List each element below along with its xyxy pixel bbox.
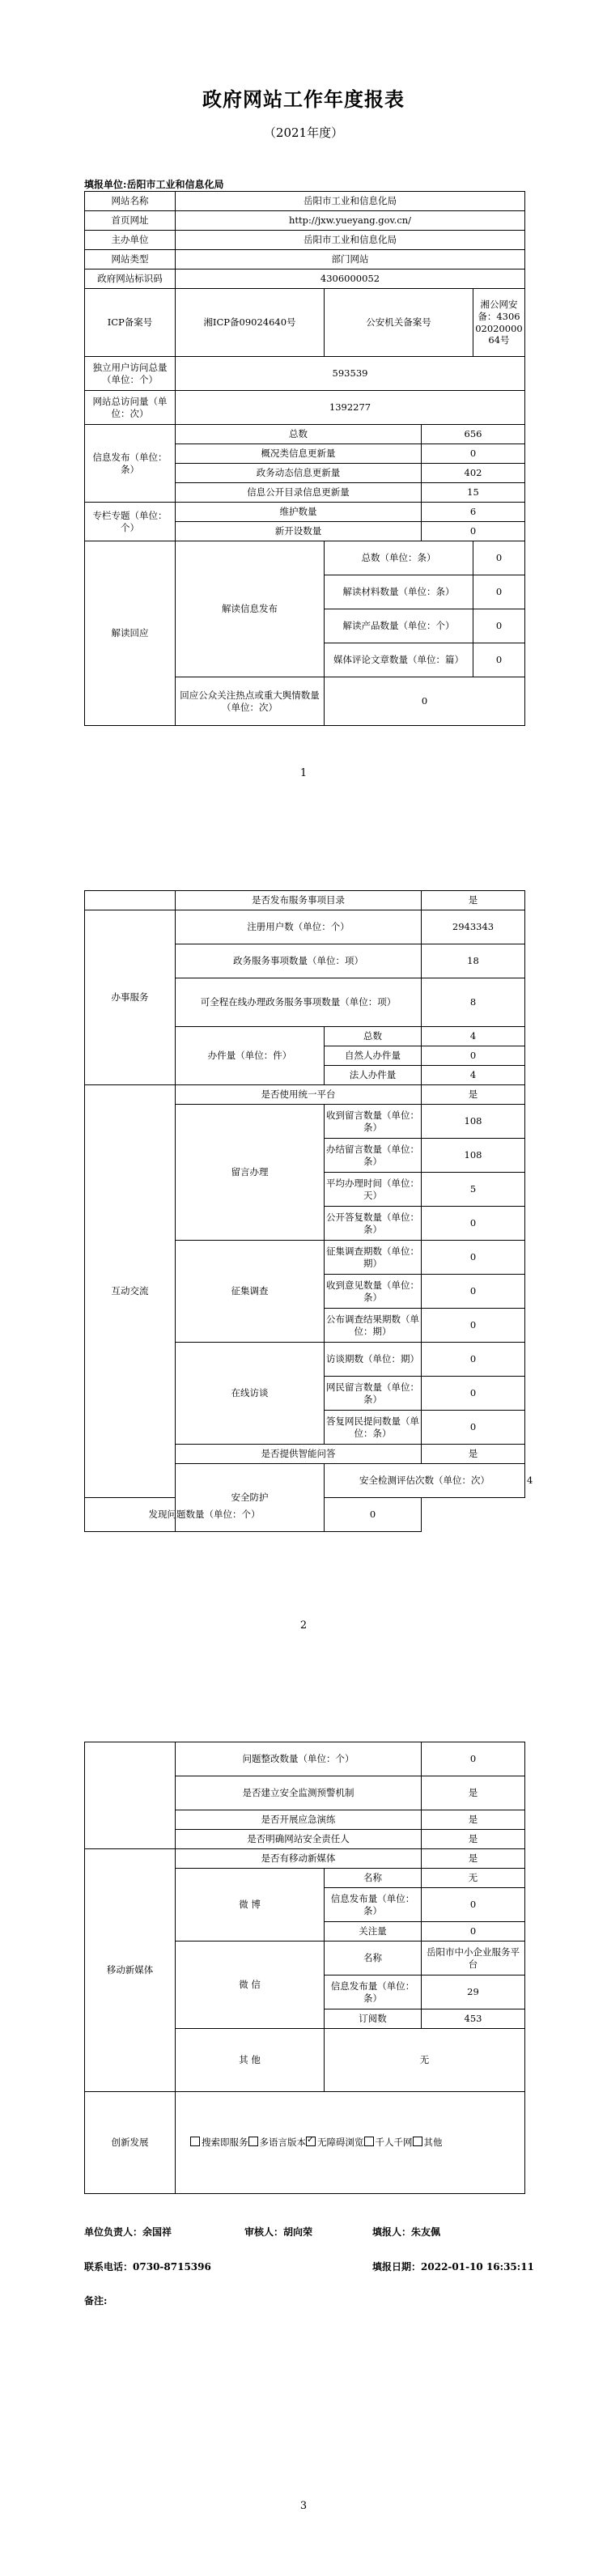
service-publish-value: 是: [422, 891, 525, 910]
s-count-label: 征集调查期数（单位：期）: [325, 1241, 422, 1275]
sponsor-label: 主办单位: [85, 231, 176, 250]
interpret-product-value: 0: [473, 609, 525, 643]
wb-name-value: 无: [422, 1869, 525, 1888]
checkbox-icon: [190, 2137, 200, 2146]
security-fixed-label: 问题整改数量（单位：个）: [176, 1742, 422, 1776]
handled-person-value: 0: [422, 1046, 525, 1066]
security-drill-value: 是: [422, 1810, 525, 1830]
page-number-2: 2: [299, 1619, 308, 1632]
service-publish-label: 是否发布服务事项目录: [176, 891, 422, 910]
service-items-value: 18: [422, 944, 525, 978]
interpret-total-label: 总数（单位：条）: [325, 541, 473, 575]
url-value: http://jxw.yueyang.gov.cn/: [176, 211, 525, 231]
column-new-label: 新开设数量: [176, 522, 422, 541]
weibo-label: 微 博: [176, 1869, 325, 1942]
option-label: 无障碍浏览: [317, 2137, 364, 2149]
wx-pub-value: 29: [422, 1975, 525, 2009]
t-count-label: 访谈期数（单位：期）: [325, 1343, 422, 1377]
service-online-label: 可全程在线办理政务服务事项数量（单位：项）: [176, 978, 422, 1027]
checkbox-checked-icon: [306, 2137, 316, 2146]
site-name-label: 网站名称: [85, 192, 176, 211]
media-has-label: 是否有移动新媒体: [176, 1849, 422, 1869]
talk-label: 在线访谈: [176, 1343, 325, 1445]
footer-phone: [84, 2260, 211, 2273]
innovation-option[interactable]: [364, 2137, 413, 2148]
wx-pub-label: 信息发布量（单位：条）: [325, 1975, 422, 2009]
m-avg-value: 5: [422, 1173, 525, 1207]
m-pub-label: 公开答复数量（单位：条）: [325, 1207, 422, 1241]
other-value: 无: [325, 2029, 525, 2092]
smart-label: 是否提供智能问答: [176, 1445, 422, 1464]
visitors-value: 593539: [176, 357, 525, 391]
service-users-value: 2943343: [422, 910, 525, 944]
column-maintain-label: 维护数量: [176, 503, 422, 522]
security-monitor-value: 是: [422, 1776, 525, 1810]
police-label: 公安机关备案号: [325, 289, 473, 357]
page-number-3: 3: [299, 2500, 308, 2512]
visits-value: 1392277: [176, 391, 525, 425]
footer-date: [372, 2260, 534, 2273]
interpret-media-label: 媒体评论文章数量（单位：篇）: [325, 643, 473, 677]
footer-leader-value: 余国祥: [142, 2226, 172, 2238]
interpret-publish-label: 解读信息发布: [176, 541, 325, 677]
s-result-label: 公布调查结果期数（单位：期）: [325, 1309, 422, 1343]
option-label: 其他: [423, 2137, 443, 2149]
security-owner-value: 是: [422, 1830, 525, 1849]
footer-leader: [84, 2225, 172, 2239]
wx-name-label: 名称: [325, 1942, 422, 1975]
innovation-option[interactable]: [413, 2137, 443, 2148]
footer-phone-value: 0730-8715396: [133, 2261, 211, 2273]
footer-date-label: 填报日期：: [372, 2261, 422, 2273]
site-code-value: 4306000052: [176, 269, 525, 289]
security-label: 安全防护: [176, 1464, 325, 1532]
url-label: 首页网址: [85, 211, 176, 231]
wx-sub-label: 订阅数: [325, 2009, 422, 2029]
smart-value: 是: [422, 1445, 525, 1464]
security-drill-label: 是否开展应急演练: [176, 1810, 422, 1830]
info-catalog-value: 15: [422, 483, 525, 503]
report-table-page1: [84, 191, 525, 726]
handled-legal-label: 法人办件量: [325, 1066, 422, 1085]
innovation-label: 创新发展: [85, 2092, 176, 2194]
footer-filler-label: 填报人：: [372, 2226, 412, 2238]
interact-platform-label: 是否使用统一平台: [176, 1085, 422, 1105]
interpret-product-label: 解读产品数量（单位：个）: [325, 609, 473, 643]
m-done-value: 108: [422, 1139, 525, 1173]
info-label: 信息发布（单位：条）: [85, 425, 176, 503]
checkbox-icon: [413, 2137, 422, 2146]
report-table-page3: [84, 1742, 525, 2194]
interpret-respond-value: 0: [325, 677, 525, 726]
police-value: 湘公网安备：43060202000064号: [473, 289, 525, 357]
filler-unit: [84, 177, 223, 191]
wb-pub-value: 0: [422, 1888, 525, 1922]
option-label: 多语言版本: [259, 2137, 306, 2149]
service-handled-label: 办件量（单位：件）: [176, 1027, 325, 1085]
innovation-option[interactable]: [248, 2137, 307, 2148]
info-catalog-label: 信息公开目录信息更新量: [176, 483, 422, 503]
info-dynamic-label: 政务动态信息更新量: [176, 464, 422, 483]
wb-fans-label: 关注量: [325, 1922, 422, 1942]
filler-unit-value: 岳阳市工业和信息化局: [126, 179, 224, 190]
other-label: 其 他: [176, 2029, 325, 2092]
page-number-1: 1: [299, 767, 308, 779]
wb-name-label: 名称: [325, 1869, 422, 1888]
security-check-label: 安全检测评估次数（单位：次）: [325, 1464, 525, 1498]
info-dynamic-value: 402: [422, 464, 525, 483]
wx-name-value: 岳阳市中小企业服务平台: [422, 1942, 525, 1975]
icp-value: 湘ICP备09024640号: [176, 289, 325, 357]
security-owner-label: 是否明确网站安全责任人: [176, 1830, 422, 1849]
report-table-page2: 是否发布服务事项目录 是 办事服务 注册用户数（单位：个） 2943343 政务服务事项数量（单位：项） 18 可全程在线办理政务服务事项数量（单位：项） 8 办件量（单位：件） 总数 4 自然人办件量 0 法人办件量 4 互动交流 是否使用统一平台 是 留言办理 收到留言数量（单位：条） 108 办结留言数量（单位：条） 108 平均办理时间（单位：天） 5 公开答复数量（单位：条） 0 征集调查 征集调查期数（单位：期） 0 收到意见数量（单位：条） 0 公布调查结果期数（单位：期） 0 在线访谈 访谈期数（单位：期） 0 网民留言数量（单位：条） 0 答复网民提问数量（单位：条） 0 是否提供智能问答 是 安全防护 安全检测评估次数（单位：次） 4 发现问题数量（单位：个） 0: [84, 890, 525, 1532]
site-type-value: 部门网站: [176, 250, 525, 269]
innovation-options: [176, 2092, 525, 2194]
s-result-value: 0: [422, 1309, 525, 1343]
footer-note: 备注:: [84, 2295, 108, 2307]
info-total-label: 总数: [176, 425, 422, 444]
media-has-value: 是: [422, 1849, 525, 1869]
interpret-respond-label: 回应公众关注热点或重大舆情数量（单位：次）: [176, 677, 325, 726]
service-users-label: 注册用户数（单位：个）: [176, 910, 422, 944]
m-recv-label: 收到留言数量（单位：条）: [325, 1105, 422, 1139]
footer-filler-value: 朱友佩: [411, 2226, 441, 2238]
s-opinion-value: 0: [422, 1275, 525, 1309]
site-type-label: 网站类型: [85, 250, 176, 269]
interpret-material-value: 0: [473, 575, 525, 609]
footer-reviewer-label: 审核人：: [244, 2226, 284, 2238]
interact-label: 互动交流: [85, 1085, 176, 1498]
wechat-label: 微 信: [176, 1942, 325, 2029]
m-pub-value: 0: [422, 1207, 525, 1241]
column-new-value: 0: [422, 522, 525, 541]
handled-legal-value: 4: [422, 1066, 525, 1085]
t-msg-value: 0: [422, 1377, 525, 1411]
report-year: （2021年度）: [263, 125, 344, 140]
innovation-option[interactable]: [306, 2137, 364, 2148]
media-label: 移动新媒体: [85, 1849, 176, 2092]
wx-sub-value: 453: [422, 2009, 525, 2029]
t-msg-label: 网民留言数量（单位：条）: [325, 1377, 422, 1411]
survey-label: 征集调查: [176, 1241, 325, 1343]
interpret-material-label: 解读材料数量（单位：条）: [325, 575, 473, 609]
column-label: 专栏专题（单位：个）: [85, 503, 176, 541]
m-recv-value: 108: [422, 1105, 525, 1139]
footer-filler: [372, 2225, 440, 2239]
service-label: 办事服务: [85, 910, 176, 1085]
option-label: 千人千网: [375, 2137, 413, 2149]
s-opinion-label: 收到意见数量（单位：条）: [325, 1275, 422, 1309]
footer-phone-label: 联系电话：: [84, 2261, 134, 2273]
security-bug-label: 发现问题数量（单位：个）: [85, 1498, 325, 1532]
info-overview-value: 0: [422, 444, 525, 464]
column-maintain-value: 6: [422, 503, 525, 522]
footer-reviewer-value: 胡向荣: [283, 2226, 313, 2238]
service-items-label: 政务服务事项数量（单位：项）: [176, 944, 422, 978]
info-overview-label: 概况类信息更新量: [176, 444, 422, 464]
innovation-option[interactable]: [190, 2137, 248, 2148]
filler-unit-label: 填报单位:: [84, 179, 127, 190]
footer-reviewer: [244, 2225, 312, 2239]
interpret-total-value: 0: [473, 541, 525, 575]
footer-leader-label: 单位负责人：: [84, 2226, 143, 2238]
service-online-value: 8: [422, 978, 525, 1027]
option-label: 搜索即服务: [202, 2137, 248, 2149]
s-count-value: 0: [422, 1241, 525, 1275]
security-fixed-value: 0: [422, 1742, 525, 1776]
t-ans-value: 0: [422, 1411, 525, 1445]
handled-total-label: 总数: [325, 1027, 422, 1046]
t-count-value: 0: [422, 1343, 525, 1377]
interact-platform-value: 是: [422, 1085, 525, 1105]
checkbox-icon: [364, 2137, 374, 2146]
visits-label: 网站总访问量（单位：次）: [85, 391, 176, 425]
t-ans-label: 答复网民提问数量（单位：条）: [325, 1411, 422, 1445]
wb-fans-value: 0: [422, 1922, 525, 1942]
m-avg-label: 平均办理时间（单位：天）: [325, 1173, 422, 1207]
page-title: 政府网站工作年度报表: [202, 87, 405, 111]
footer-date-value: 2022-01-10 16:35:11: [421, 2261, 534, 2273]
icp-label: ICP备案号: [85, 289, 176, 357]
message-label: 留言办理: [176, 1105, 325, 1241]
interpret-label: 解读回应: [85, 541, 176, 726]
sponsor-value: 岳阳市工业和信息化局: [176, 231, 525, 250]
handled-person-label: 自然人办件量: [325, 1046, 422, 1066]
security-monitor-label: 是否建立安全监测预警机制: [176, 1776, 422, 1810]
checkbox-icon: [248, 2137, 258, 2146]
info-total-value: 656: [422, 425, 525, 444]
wb-pub-label: 信息发布量（单位：条）: [325, 1888, 422, 1922]
interpret-media-value: 0: [473, 643, 525, 677]
site-code-label: 政府网站标识码: [85, 269, 176, 289]
site-name-value: 岳阳市工业和信息化局: [176, 192, 525, 211]
security-bug-value: 0: [325, 1498, 422, 1532]
m-done-label: 办结留言数量（单位：条）: [325, 1139, 422, 1173]
visitors-label: 独立用户访问总量（单位：个）: [85, 357, 176, 391]
handled-total-value: 4: [422, 1027, 525, 1046]
